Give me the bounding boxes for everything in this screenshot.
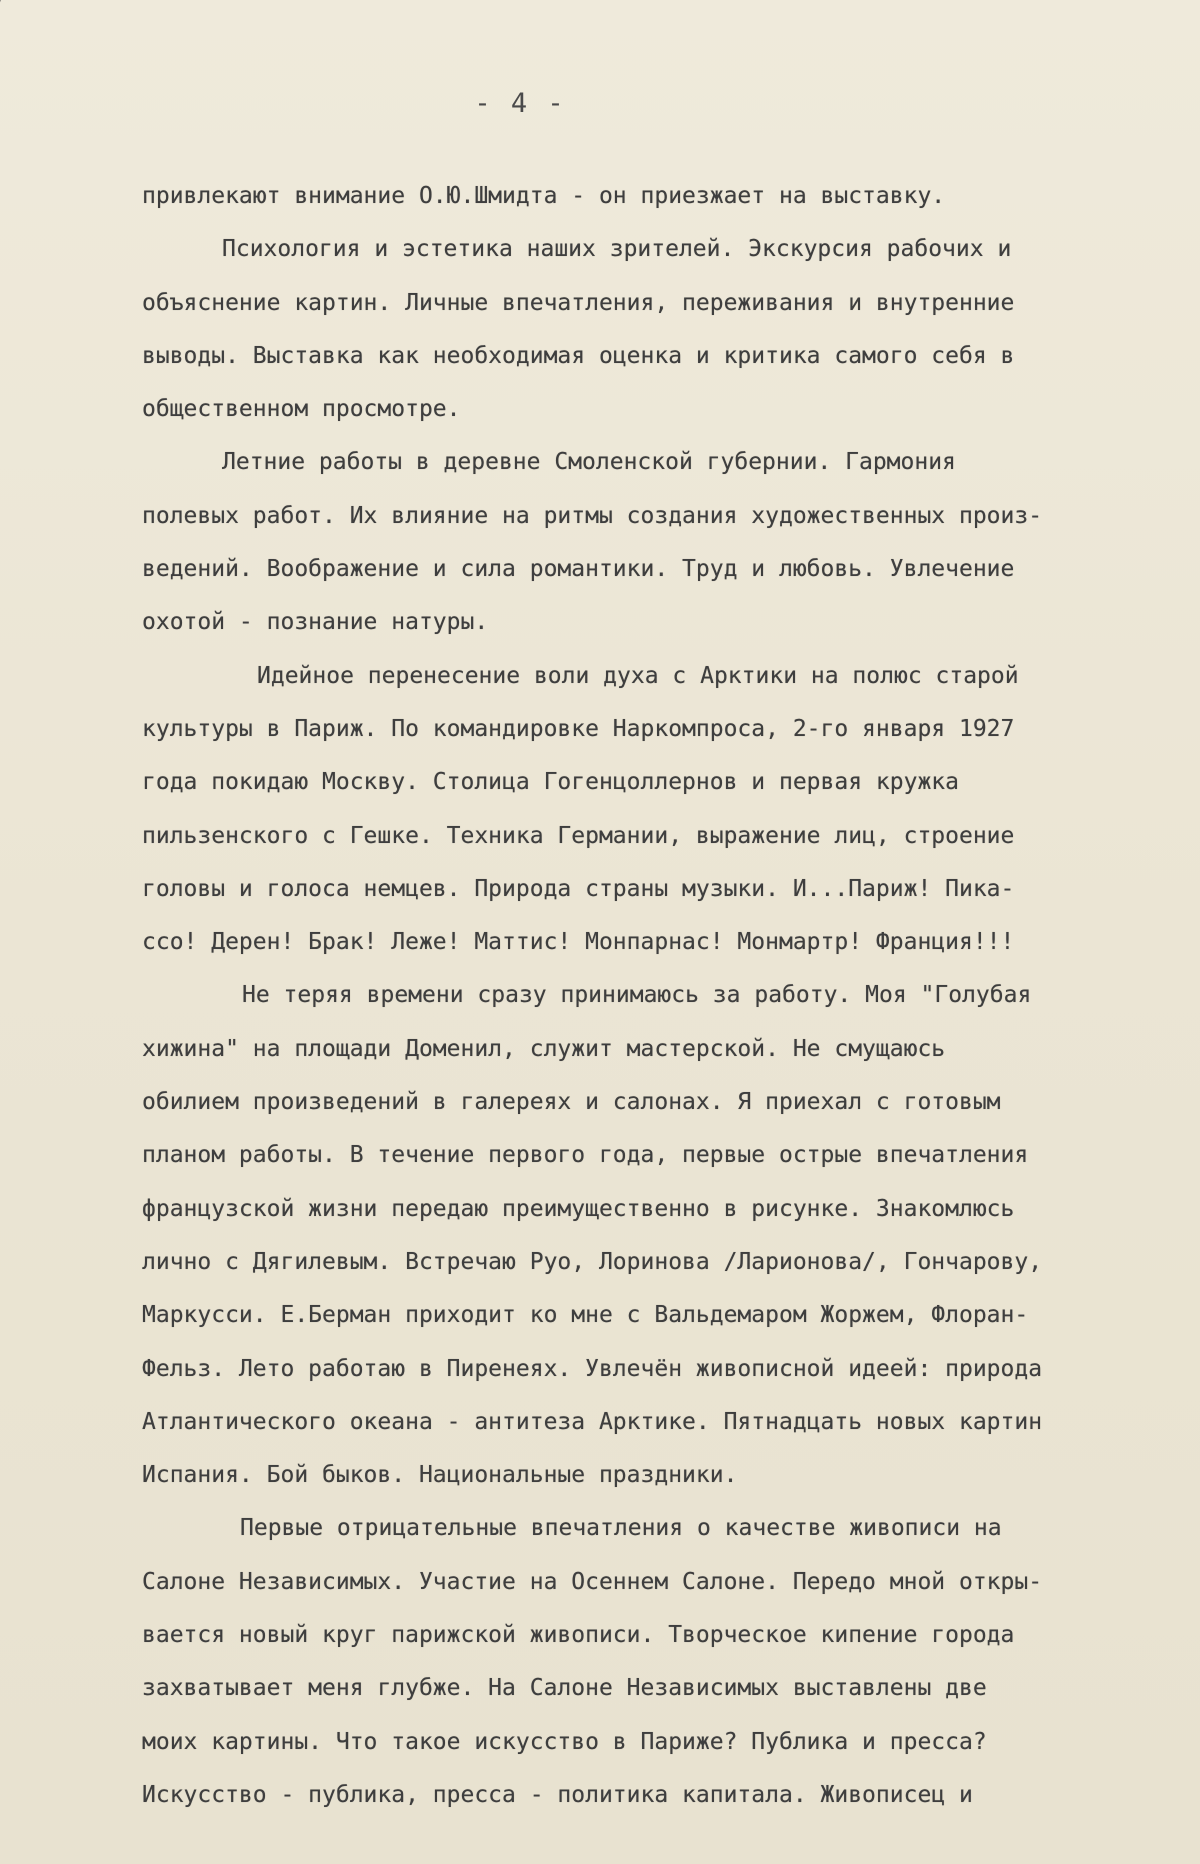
text-line: Не теряя времени сразу принимаюсь за работу. Моя "Голубая	[242, 982, 1032, 1009]
text-line: головы и голоса немцев. Природа страны музыки. И...Париж! Пика-	[142, 875, 1015, 902]
text-line: года покидаю Москву. Столица Гогенцоллернов и первая кружка	[142, 769, 959, 796]
page-number: - 4 -	[474, 88, 566, 119]
text-line: Искусство - публика, пресса - политика капитала. Живописец и	[142, 1781, 973, 1808]
text-line: ссо! Дерен! Брак! Леже! Маттис! Монпарнас! Монмартр! Франция!!!	[142, 929, 1015, 956]
text-line: пильзенского с Гешке. Техника Германии, выражение лиц, строение	[142, 822, 1015, 849]
text-line: Фельз. Лето работаю в Пиренеях. Увлечён живописной идеей: природа	[142, 1355, 1043, 1382]
text-line: выводы. Выставка как необходимая оценка и критика самого себя в	[142, 342, 1015, 369]
text-line: полевых работ. Их влияние на ритмы создания художественных произ-	[142, 502, 1043, 529]
typewritten-text-body	[142, 170, 1200, 1822]
text-line: Испания. Бой быков. Национальные праздники.	[142, 1462, 738, 1489]
text-line: Атлантического океана - антитеза Арктике. Пятнадцать новых картин	[142, 1408, 1043, 1435]
text-line: хижина" на площади Доменил, служит мастерской. Не смущаюсь	[142, 1035, 946, 1062]
text-line: объяснение картин. Личные впечатления, переживания и внутренние	[142, 289, 1015, 316]
pencil-mark-decoration	[0, 0, 15, 28]
text-line: моих картины. Что такое искусство в Париже? Публика и пресса?	[142, 1728, 987, 1755]
text-line: Летние работы в деревне Смоленской губернии. Гармония	[222, 449, 956, 476]
text-line: Салоне Независимых. Участие на Осеннем Салоне. Передо мной откры-	[142, 1568, 1043, 1595]
text-line: Маркусси. Е.Берман приходит ко мне с Вальдемаром Жоржем, Флоран-	[142, 1302, 1029, 1329]
text-line: ведений. Воображение и сила романтики. Труд и любовь. Увлечение	[142, 556, 1015, 583]
text-line: захватывает меня глубже. На Салоне Независимых выставлены две	[142, 1675, 987, 1702]
text-line: обилием произведений в галереях и салонах. Я приехал с готовым	[142, 1089, 1001, 1116]
text-line: охотой - познание натуры.	[142, 609, 489, 636]
text-line: вается новый круг парижской живописи. Творческое кипение города	[142, 1622, 1015, 1649]
text-line: планом работы. В течение первого года, первые острые впечатления	[142, 1142, 1029, 1169]
text-line: привлекают внимание О.Ю.Шмидта - он приезжает на выставку.	[142, 183, 946, 209]
text-line: общественном просмотре.	[142, 396, 461, 423]
text-line: лично с Дягилевым. Встречаю Руо, Лоринова /Ларионова/, Гончарову,	[142, 1248, 1043, 1275]
text-line: французской жизни передаю преимущественно в рисунке. Знакомлюсь	[142, 1195, 1015, 1222]
text-line: Первые отрицательные впечатления о качестве живописи на	[240, 1515, 1002, 1542]
text-line: Идейное перенесение воли духа с Арктики на полюс старой	[257, 662, 1019, 689]
text-line: Психология и эстетика наших зрителей. Экскурсия рабочих и	[222, 236, 1012, 263]
text-line: культуры в Париж. По командировке Наркомпроса, 2-го января 1927	[142, 715, 1015, 742]
